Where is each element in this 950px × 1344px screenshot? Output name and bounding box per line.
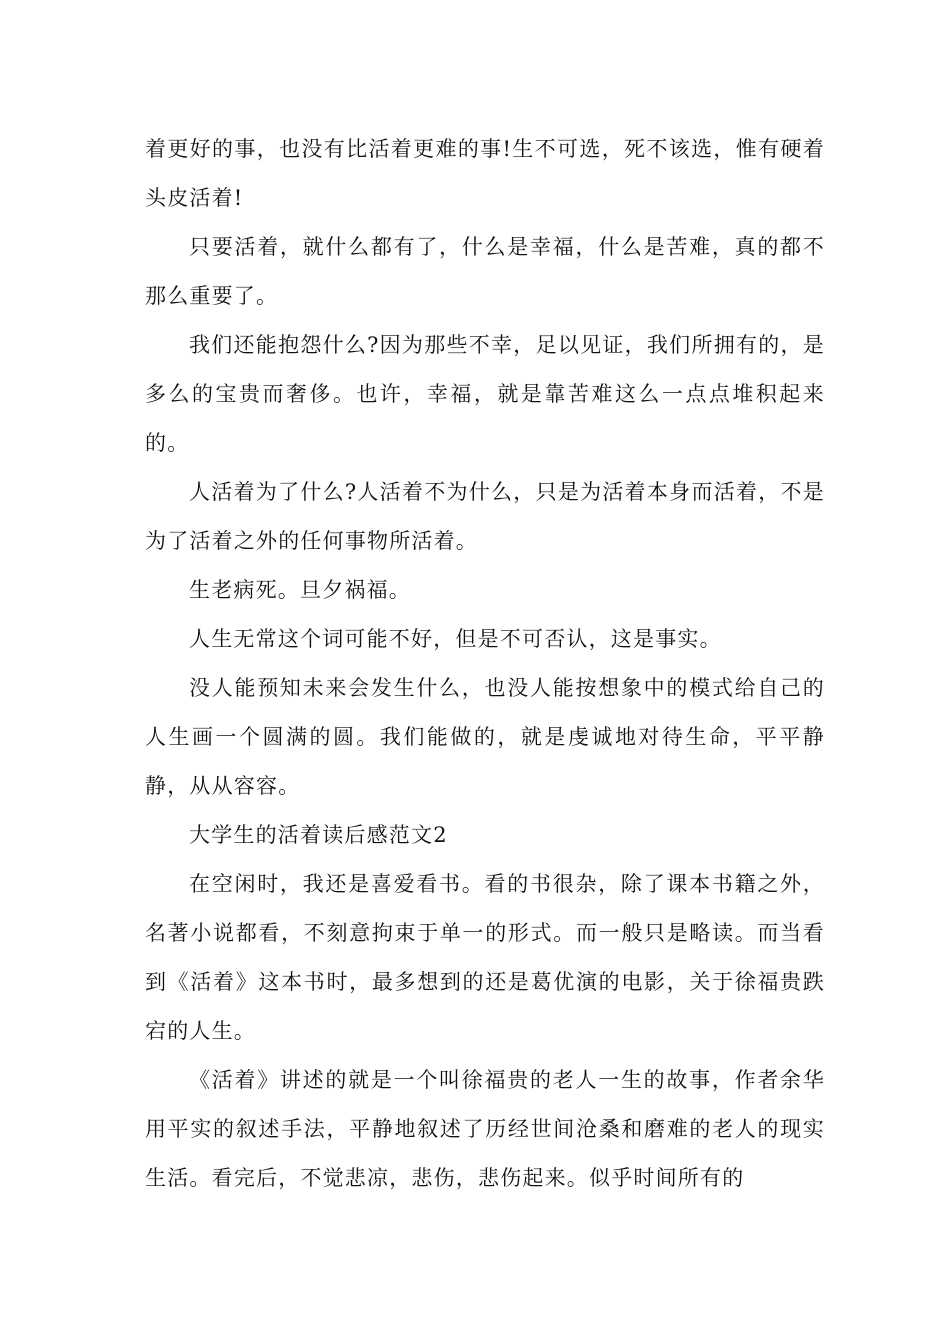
paragraph: 没人能预知未来会发生什么，也没人能按想象中的模式给自己的人生画一个圆满的圆。我们能做的，就是虔诚地对待生命，平平静静，从从容容。 [145,676,825,798]
paragraph: 生老病死。旦夕祸福。 [189,578,411,602]
body-text [145,125,825,1203]
paragraph: 我们还能抱怨什么?因为那些不幸，足以见证，我们所拥有的，是多么的宝贵而奢侈。也许，幸福，就是靠苦难这么一点点堆积起来的。 [145,333,825,455]
paragraph: 人活着为了什么?人活着不为什么，只是为活着本身而活着，不是为了活着之外的任何事物所活着。 [145,480,825,553]
paragraph: 在空闲时，我还是喜爱看书。看的书很杂，除了课本书籍之外，名著小说都看，不刻意拘束于单一的形式。而一般只是略读。而当看到《活着》这本书时，最多想到的还是葛优演的电影，关于徐福贵跌宕的人生。 [145,872,825,1043]
paragraph: 着更好的事，也没有比活着更难的事!生不可选，死不该选，惟有硬着头皮活着! [145,137,825,210]
paragraph: 《活着》讲述的就是一个叫徐福贵的老人一生的故事，作者余华用平实的叙述手法，平静地叙述了历经世间沧桑和磨难的老人的现实生活。看完后，不觉悲凉，悲伤，悲伤起来。似乎时间所有的 [145,1068,825,1190]
paragraph: 人生无常这个词可能不好，但是不可否认，这是事实。 [189,627,722,651]
paragraph: 只要活着，就什么都有了，什么是幸福，什么是苦难，真的都不那么重要了。 [145,235,825,308]
section-heading: 大学生的活着读后感范文2 [189,823,448,847]
